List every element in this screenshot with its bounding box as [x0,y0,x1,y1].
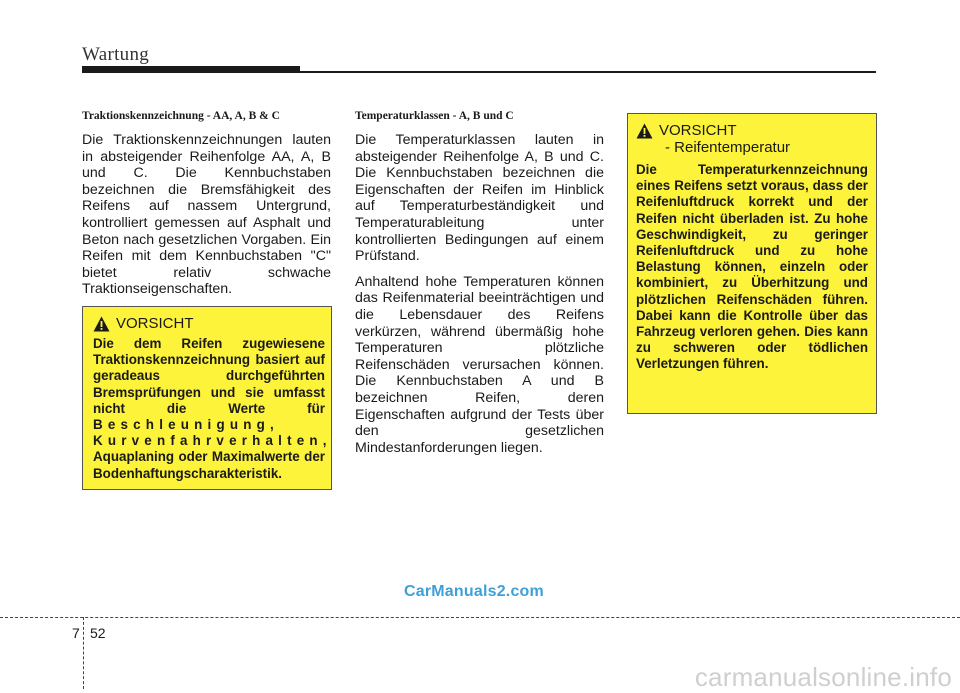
caution-text [93,336,332,482]
traction-heading: Traktionskennzeichnung - AA, A, B & C [82,110,280,122]
caution-text-part-a: Die dem Reifen zugewiesene Traktionskennzeichnung basiert auf geradeaus durchgeführten Bremsprüfungen und sie umfasst nicht die Werte für [93,336,325,416]
site-watermark: carmanualsonline.info [694,662,952,692]
warning-triangle-icon [93,316,110,332]
warning-triangle-icon [636,123,653,139]
page-number: 52 [90,625,106,641]
column-middle [355,110,604,465]
column-left [82,110,331,307]
caution-box-tire-temperature [627,113,877,414]
caution-box-traction [82,306,332,490]
caution-text: Die Temperaturkennzeichnung eines Reifens setzt voraus, dass der Reifenluftdruck korrekt und der Reifen nicht überladen ist. Zu hohe Geschwindigkeit, zu geringer Reifenluftdruck und zu hohe Belastung können, einzeln oder kombiniert, zu Überhitzung und plötzlichen Reifenschäden führen. Dabei kann die Kontrolle über das Fahrzeug verloren gehen. Dies kann zu schweren oder tödlichen Verletzungen führen. [636,162,868,372]
caution-header [636,122,868,156]
header-rule-thin [300,71,876,73]
chapter-number: 7 [72,625,80,641]
footer-divider [0,617,960,618]
caution-text-part-d: Aquaplaning oder Maximalwerte der Bodenhaftungscharakteristik. [93,449,325,481]
caution-title: VORSICHT [116,315,194,332]
caution-text-part-b: Beschleunigung, [93,417,279,433]
footer-vertical-divider [83,617,84,689]
temperature-paragraph-1: Die Temperaturklassen lauten in absteigender Reihenfolge A, B und C. Die Kennbuchstaben bezeichnen die Eigenschaften der Reifen im Hinblick auf Temperaturbeständigkeit und Temperaturableitung unter kontrollierten Bedingungen auf einem Prüfstand. [355,132,604,265]
traction-paragraph: Die Traktionskennzeichnungen lauten in absteigender Reihenfolge AA, A, B und C. Die Kennbuchstaben bezeichnen die Bremsfähigkeit des Reifens auf nassem Untergrund, kontrolliert gemessen auf Asphalt und Beton nach gesetzlichen Vorgaben. Ein Reifen mit dem Kennbuchstaben "C" bietet relativ schwache Traktionseigenschaften. [82,132,331,298]
caution-title: VORSICHT [659,122,737,139]
caution-text-part-c: Kurvenfahrverhalten, [93,433,332,449]
header-rule-thick [82,66,300,73]
caution-subtitle: - Reifentemperatur [665,139,791,156]
temperature-paragraph-2: Anhaltend hohe Temperaturen können das Reifenmaterial beeinträchtigen und die Lebensdauer des Reifens verkürzen, während übermäßig hohe Temperaturen plötzliche Reifenschäden verursachen können. Die Kennbuchstaben A und B bezeichnen Reifen, deren Eigenschaften aufgrund der Tests über den gesetzlichen Mindestanforderungen liegen. [355,273,604,456]
temperature-heading: Temperaturklassen - A, B und C [355,110,514,122]
caution-header [93,315,325,332]
watermark-link[interactable]: CarManuals2.com [404,583,544,600]
section-title: Wartung [82,44,150,65]
